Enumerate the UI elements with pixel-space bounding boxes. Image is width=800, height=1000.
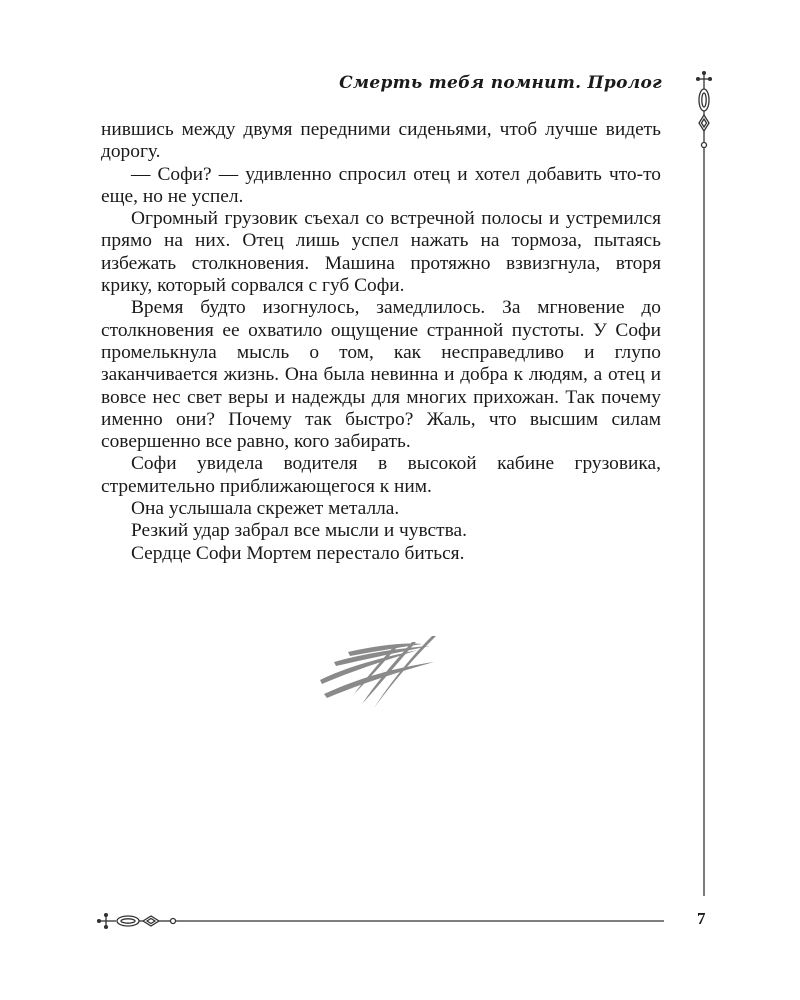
paragraph: — Софи? — удивленно спросил отец и хотел добавить что-то еще, но не успел. xyxy=(101,163,661,207)
paragraph: Она услышала скрежет металла. xyxy=(131,498,400,520)
vertical-ornament-rule xyxy=(692,68,716,898)
body-text xyxy=(101,119,661,565)
running-head: Смерть тебя помнит. Пролог xyxy=(339,73,662,93)
page-number: 7 xyxy=(697,909,706,928)
paragraph: нившись между двумя передними сиденьями, чтоб лучше видеть дорогу. xyxy=(101,119,661,163)
scratch-fleuron-icon xyxy=(318,632,442,710)
paragraph: Софи увидела водителя в высокой кабине грузовика, стремительно приближающегося к ним. xyxy=(101,453,661,497)
paragraph: Резкий удар забрал все мысли и чувства. xyxy=(131,520,467,542)
paragraph: Время будто изогнулось, замедлилось. За мгновение до столкновения ее охватило ощущение странной пустоты. У Софи промелькнула мысль о том, как несправедливо и глупо заканчивается жизнь. Она была невинна и добра к людям, а отец и вовсе нес свет веры и надежды для многих прихожан. Так почему именно они? Почему так быстро? Жаль, что высшим силам совершенно все равно, кого забирать. xyxy=(101,297,661,453)
horizontal-ornament-rule xyxy=(96,912,666,930)
paragraph: Сердце Софи Мортем перестало биться. xyxy=(131,542,465,564)
paragraph: Огромный грузовик съехал со встречной полосы и устремился прямо на них. Отец лишь успел нажать на тормоза, пытаясь избежать столкновения. Машина протяжно взвизгнула, вторя крику, который сорвался с губ Софи. xyxy=(101,208,661,297)
